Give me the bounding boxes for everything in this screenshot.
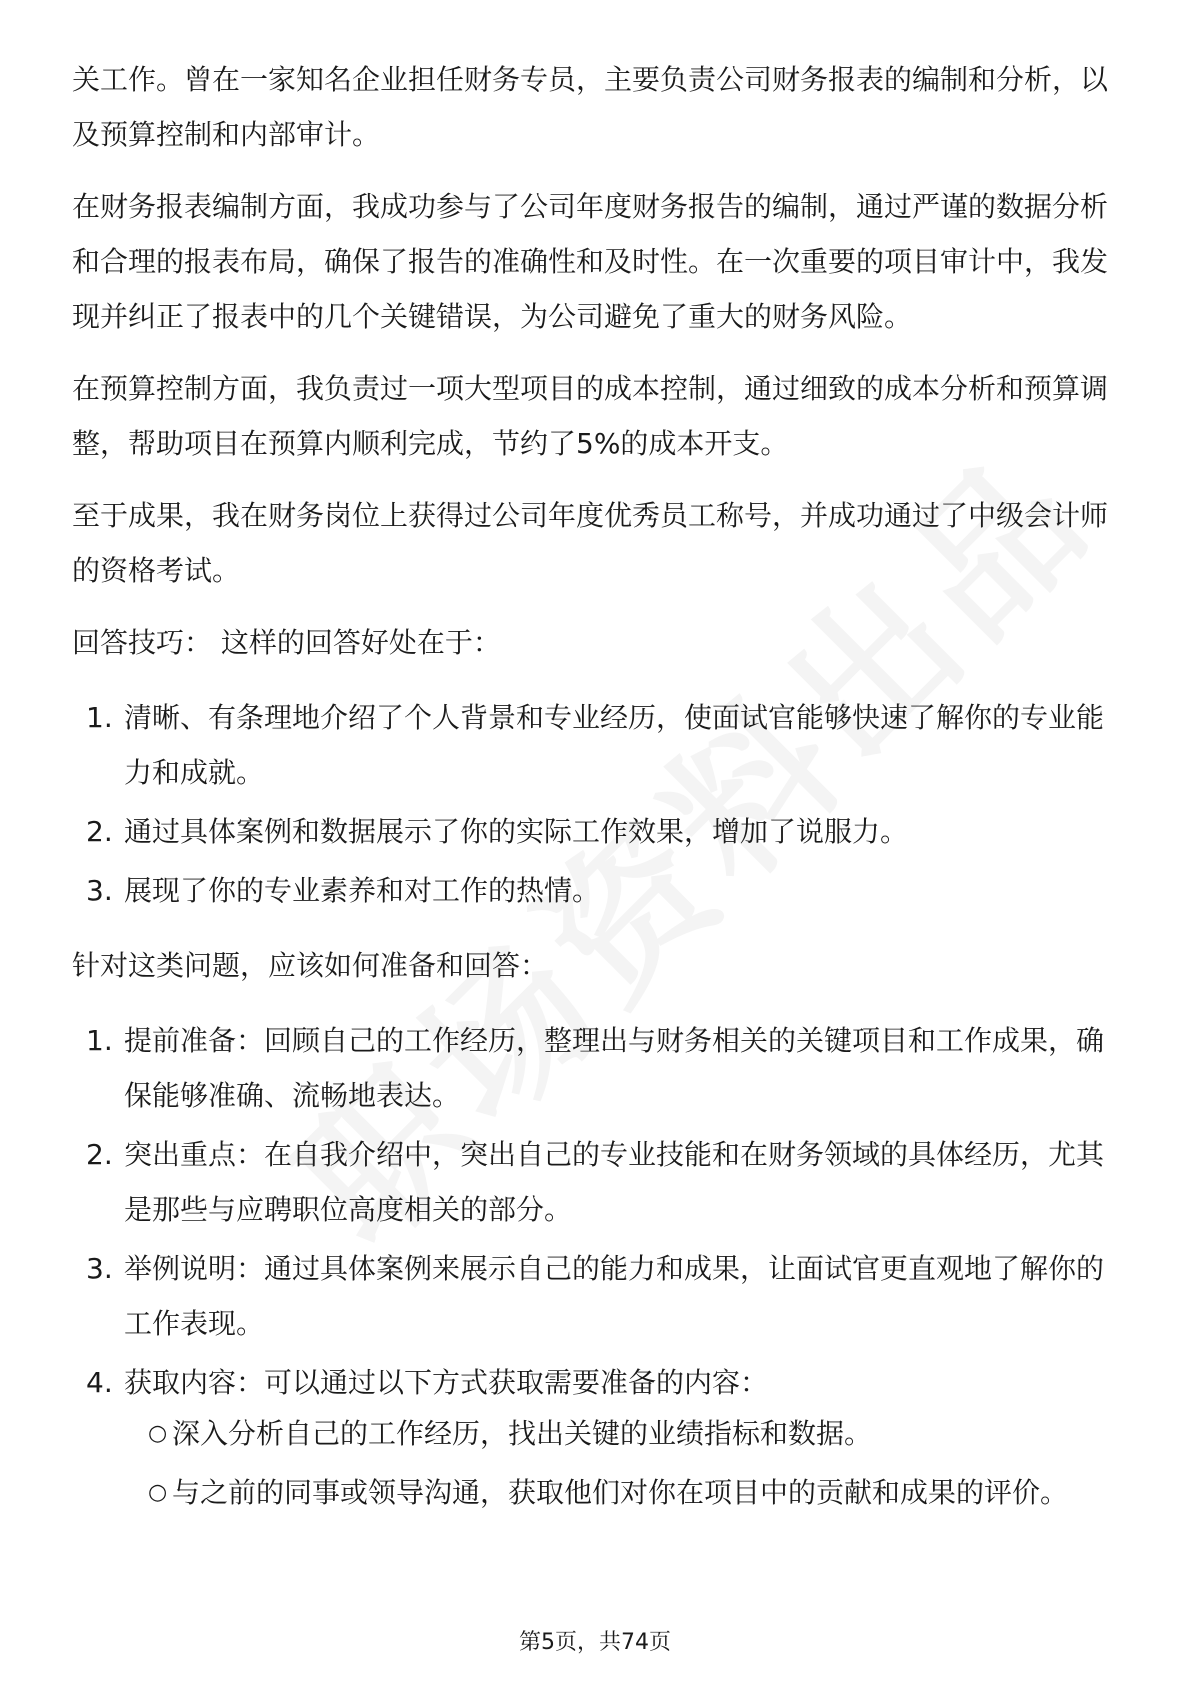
prep-list xyxy=(72,1013,1122,1410)
list-item-text: 提前准备：回顾自己的工作经历，整理出与财务相关的关键项目和工作成果，确保能够准确、流畅地表达。 xyxy=(124,1024,1105,1112)
sublist-item-text: 深入分析自己的工作经历，找出关键的业绩指标和数据。 xyxy=(172,1417,873,1450)
list-number: 2. xyxy=(86,1138,113,1171)
paragraph-reports: 在财务报表编制方面，我成功参与了公司年度财务报告的编制，通过严谨的数据分析和合理的报表布局，确保了报告的准确性和及时性。在一次重要的项目审计中，我发现并纠正了报表中的几个关键错误，为公司避免了重大的财务风险。 xyxy=(72,190,1109,333)
paragraph-budget: 在预算控制方面，我负责过一项大型项目的成本控制，通过细致的成本分析和预算调整，帮助项目在预算内顺利完成，节约了5%的成本开支。 xyxy=(72,372,1109,460)
list-item-text: 突出重点：在自我介绍中，突出自己的专业技能和在财务领域的具体经历，尤其是那些与应聘职位高度相关的部分。 xyxy=(124,1138,1105,1226)
sublist-item xyxy=(148,1465,1122,1520)
bullet-icon: ○ xyxy=(148,1421,168,1446)
page-number: 第5页，共74页 xyxy=(519,1630,671,1655)
list-item-text: 清晰、有条理地介绍了个人背景和专业经历，使面试官能够快速了解你的专业能力和成就。 xyxy=(124,701,1105,789)
list-number: 3. xyxy=(86,1252,113,1285)
list-item-text: 举例说明：通过具体案例来展示自己的能力和成果，让面试官更直观地了解你的工作表现。 xyxy=(124,1252,1105,1340)
document-body xyxy=(72,52,1122,1520)
list-item xyxy=(72,690,1122,800)
list-item-text: 通过具体案例和数据展示了你的实际工作效果，增加了说服力。 xyxy=(124,815,909,848)
list-item xyxy=(72,1355,1122,1410)
list-item xyxy=(72,1013,1122,1123)
list-number: 4. xyxy=(86,1366,113,1399)
prep-sublist xyxy=(72,1406,1122,1520)
paragraph-achievements: 至于成果，我在财务岗位上获得过公司年度优秀员工称号，并成功通过了中级会计师的资格考试。 xyxy=(72,499,1109,587)
list-number: 1. xyxy=(86,701,113,734)
sublist-item xyxy=(148,1406,1122,1461)
list-item-text: 展现了你的专业素养和对工作的热情。 xyxy=(124,874,601,907)
tips-heading: 回答技巧： 这样的回答好处在于： xyxy=(72,626,501,659)
list-number: 1. xyxy=(86,1024,113,1057)
tips-list xyxy=(72,690,1122,918)
bullet-icon: ○ xyxy=(148,1480,168,1505)
list-item xyxy=(72,804,1122,859)
list-item xyxy=(72,1241,1122,1351)
list-item xyxy=(72,863,1122,918)
list-number: 2. xyxy=(86,815,113,848)
list-item xyxy=(72,1127,1122,1237)
list-number: 3. xyxy=(86,874,113,907)
prep-heading: 针对这类问题，应该如何准备和回答： xyxy=(72,949,549,982)
paragraph-intro: 关工作。曾在一家知名企业担任财务专员，主要负责公司财务报表的编制和分析，以及预算控制和内部审计。 xyxy=(72,63,1109,151)
list-item-text: 获取内容：可以通过以下方式获取需要准备的内容： xyxy=(124,1366,769,1399)
sublist-item-text: 与之前的同事或领导沟通，获取他们对你在项目中的贡献和成果的评价。 xyxy=(172,1476,1069,1509)
